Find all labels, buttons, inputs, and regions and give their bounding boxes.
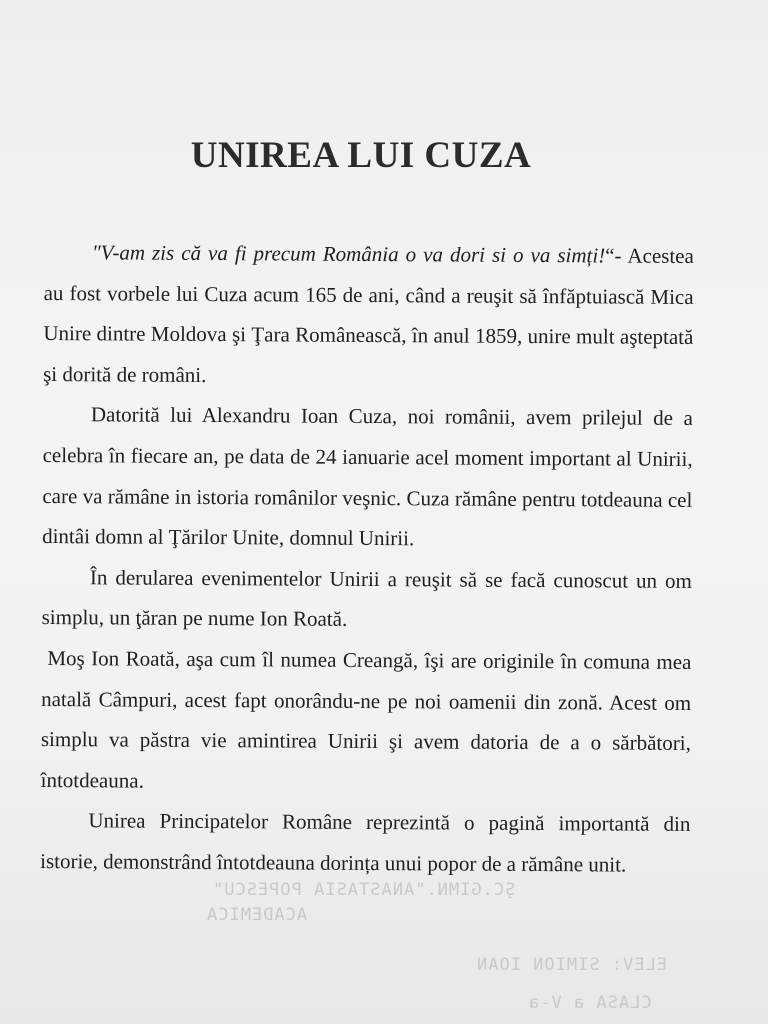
bleed-through-text: ELEV: SIMION IOAN <box>476 955 667 975</box>
document-body <box>40 232 694 885</box>
paragraph-1-text: “- Acestea au fost vorbele lui Cuza acum 165 de ani, când a reuşit să înfăptuiască Mica Unire dintre Moldova şi Ţara Românească, în anul 1859, unire mult aşteptată şi dorită de români. <box>43 243 694 387</box>
paragraph-4: Moş Ion Roată, aşa cum îl numea Creangă, îşi are originile în comuna mea natală Câmpuri, acest fapt onorându-ne pe noi oamenii din zonă. Acest om simplu va păstra vie amintirea Unirii şi avem datoria de a o sărbători, întotdeauna. <box>40 645 692 793</box>
bleed-through-text: ŞC.GIMN."ANASTASIA POPESCU" <box>212 880 516 900</box>
cuza-quote: "V-am zis că va fi precum România o va dori si o va simți! <box>91 240 606 268</box>
document-title: UNIREA LUI CUZA <box>190 135 532 176</box>
paragraph-3: În derularea evenimentelor Unirii a reuşit să se facă cunoscut un om simplu, un ţăran pe nume Ion Roată. <box>41 565 692 632</box>
bleed-through-text: CLASA a V-a <box>528 993 652 1013</box>
bleed-through-text: ACADEMICA <box>206 905 308 925</box>
paragraph-5: Unirea Principatelor Române reprezintă o pagină importantă din istorie, demonstrând întotdeauna dorința unui popor de a rămâne unit. <box>40 808 691 877</box>
paragraph-1 <box>43 232 694 398</box>
paragraph-2: Datorită lui Alexandru Ioan Cuza, noi românii, avem prilejul de a celebra în fiecare an, pe data de 24 ianuarie acel moment important al Unirii, care va rămâne in istoria românilor veşnic. Cuza rămâne pentru totdeauna cel dintâi domn al Ţărilor Unite, domnul Unirii. <box>42 402 693 551</box>
